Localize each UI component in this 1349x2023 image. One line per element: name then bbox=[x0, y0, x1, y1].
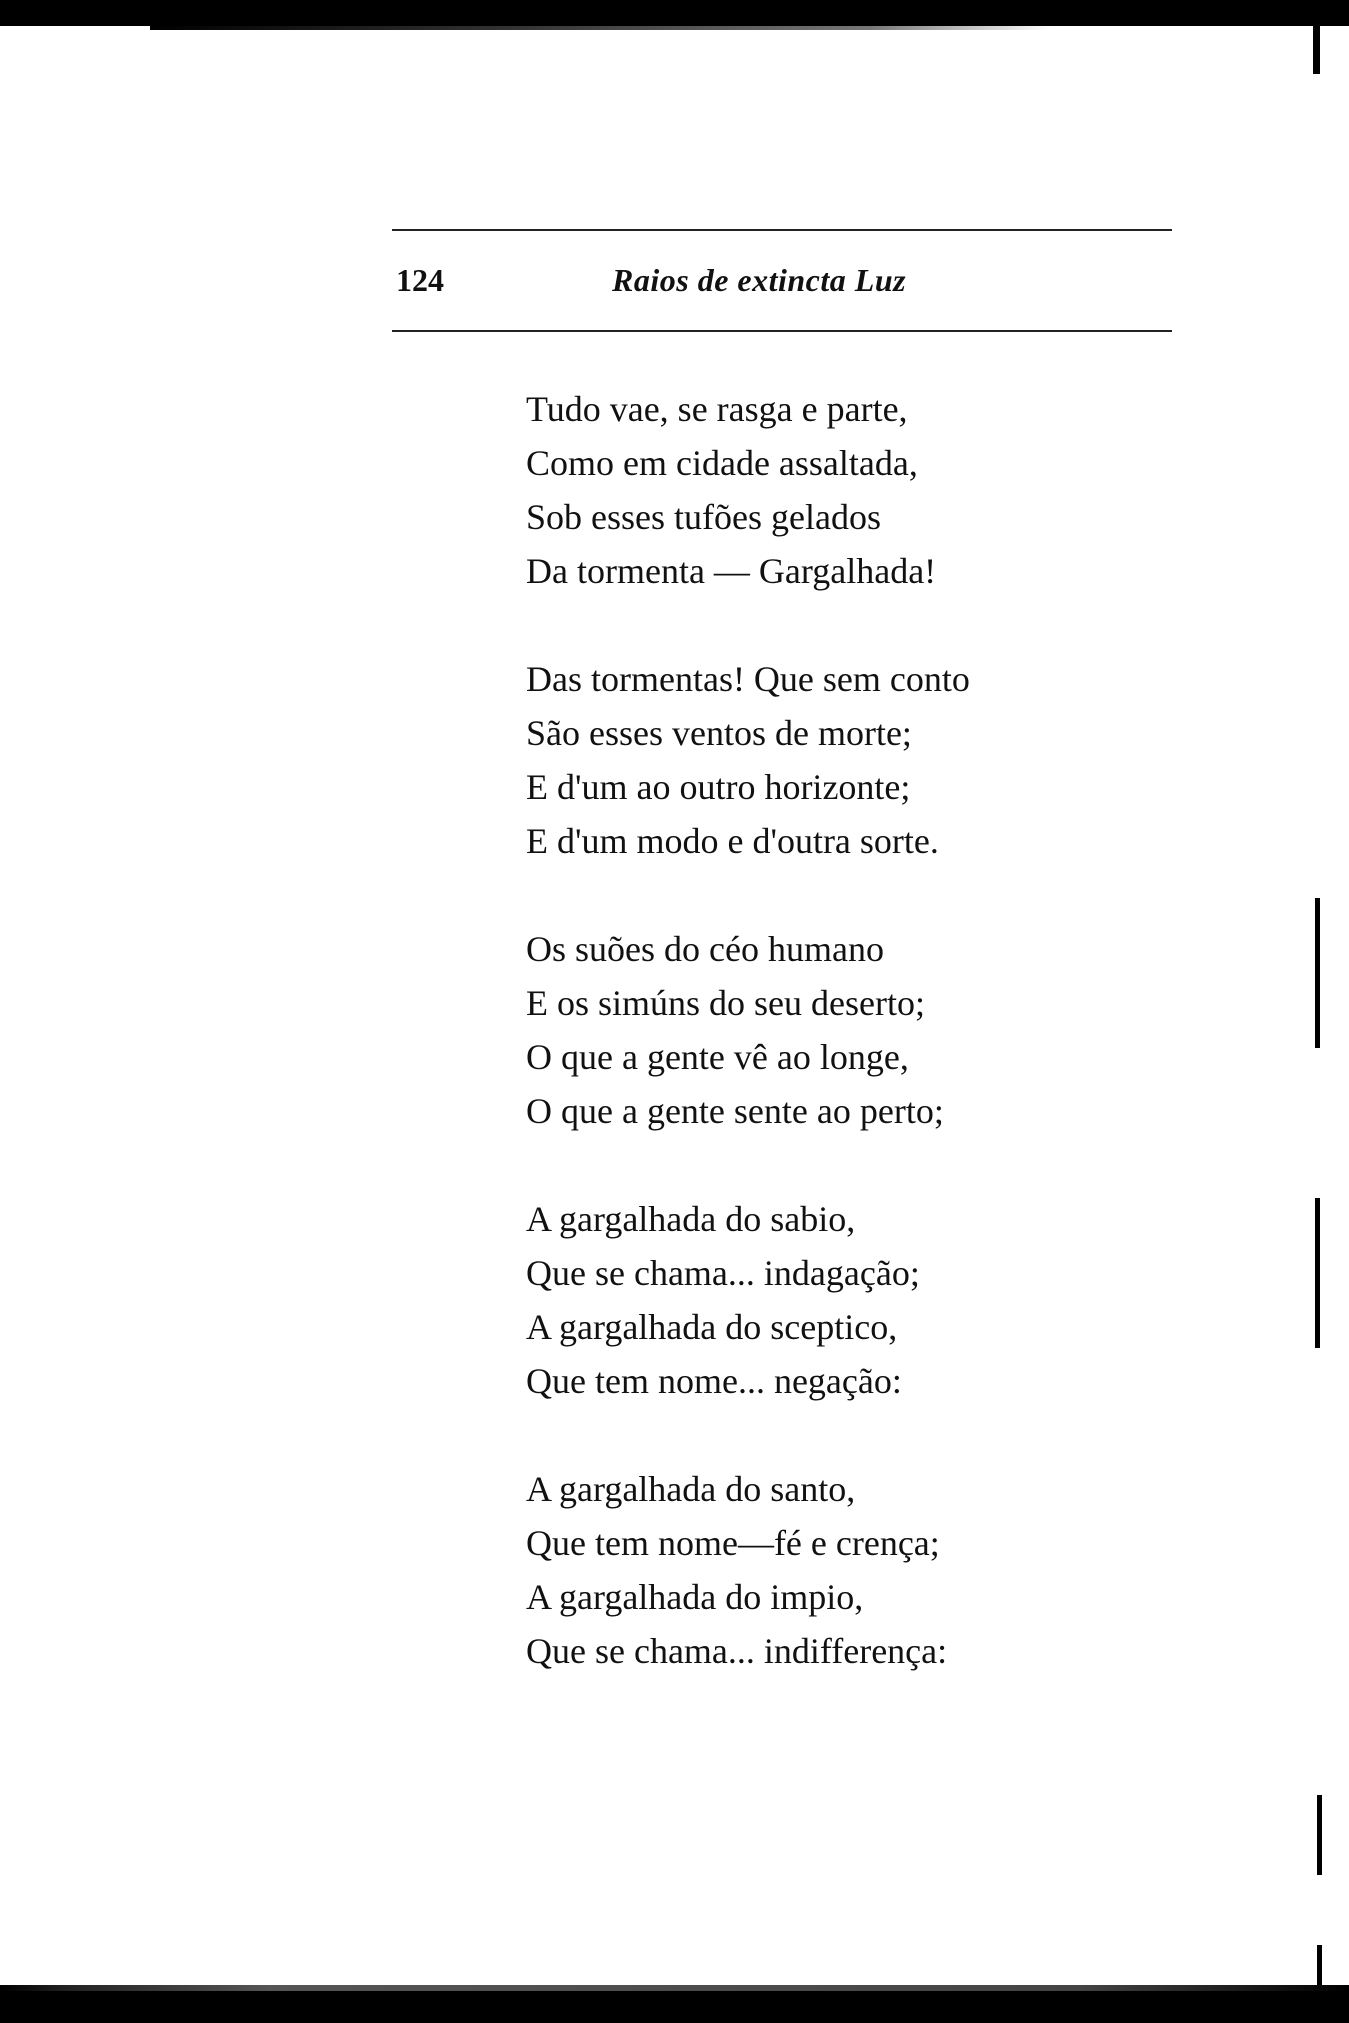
verse-line: Tudo vae, se rasga e parte, bbox=[526, 389, 908, 429]
verse-line: Da tormenta — Gargalhada! bbox=[526, 551, 937, 591]
verse-line: O que a gente sente ao perto; bbox=[526, 1091, 944, 1131]
verse-line: E d'um ao outro horizonte; bbox=[526, 767, 911, 807]
verse-line: Como em cidade assaltada, bbox=[526, 443, 918, 483]
verse-line: A gargalhada do sceptico, bbox=[526, 1307, 898, 1347]
scan-edge-top bbox=[0, 0, 1349, 26]
verse-line: Que tem nome... negação: bbox=[526, 1361, 902, 1401]
scan-mark-right-1 bbox=[1315, 898, 1320, 1048]
scan-mark-top-right bbox=[1313, 24, 1320, 74]
verse-line: Que tem nome—fé e crença; bbox=[526, 1523, 940, 1563]
page-number: 124 bbox=[396, 262, 444, 298]
verse-line: Que se chama... indifferença: bbox=[526, 1631, 948, 1671]
scan-mark-right-3 bbox=[1317, 1795, 1322, 1875]
stanza bbox=[526, 922, 1166, 1138]
verse-line: São esses ventos de morte; bbox=[526, 713, 912, 753]
verse-line: Os suões do céo humano bbox=[526, 929, 884, 969]
scan-edge-top-fringe bbox=[150, 26, 1050, 30]
header-rule-top bbox=[392, 229, 1172, 231]
verse-line: A gargalhada do sabio, bbox=[526, 1199, 856, 1239]
stanza bbox=[526, 652, 1166, 868]
stanza bbox=[526, 1192, 1166, 1408]
verse-line: Sob esses tufões gelados bbox=[526, 497, 881, 537]
verse-line: A gargalhada do impio, bbox=[526, 1577, 864, 1617]
verse-line: Das tormentas! Que sem conto bbox=[526, 659, 970, 699]
scan-mark-right-4 bbox=[1317, 1945, 1322, 1985]
stanza bbox=[526, 382, 1166, 598]
poem bbox=[526, 382, 1166, 1732]
verse-line: Que se chama... indagação; bbox=[526, 1253, 920, 1293]
page-header bbox=[392, 256, 1172, 304]
stanza bbox=[526, 1462, 1166, 1678]
verse-line: E d'um modo e d'outra sorte. bbox=[526, 821, 939, 861]
header-rule-bottom bbox=[392, 330, 1172, 332]
verse-line: O que a gente vê ao longe, bbox=[526, 1037, 909, 1077]
scan-mark-right-2 bbox=[1315, 1198, 1320, 1348]
verse-line: E os simúns do seu deserto; bbox=[526, 983, 925, 1023]
verse-line: A gargalhada do santo, bbox=[526, 1469, 856, 1509]
scan-edge-bottom bbox=[0, 1991, 1349, 2023]
running-title: Raios de extincta Luz bbox=[612, 262, 907, 298]
